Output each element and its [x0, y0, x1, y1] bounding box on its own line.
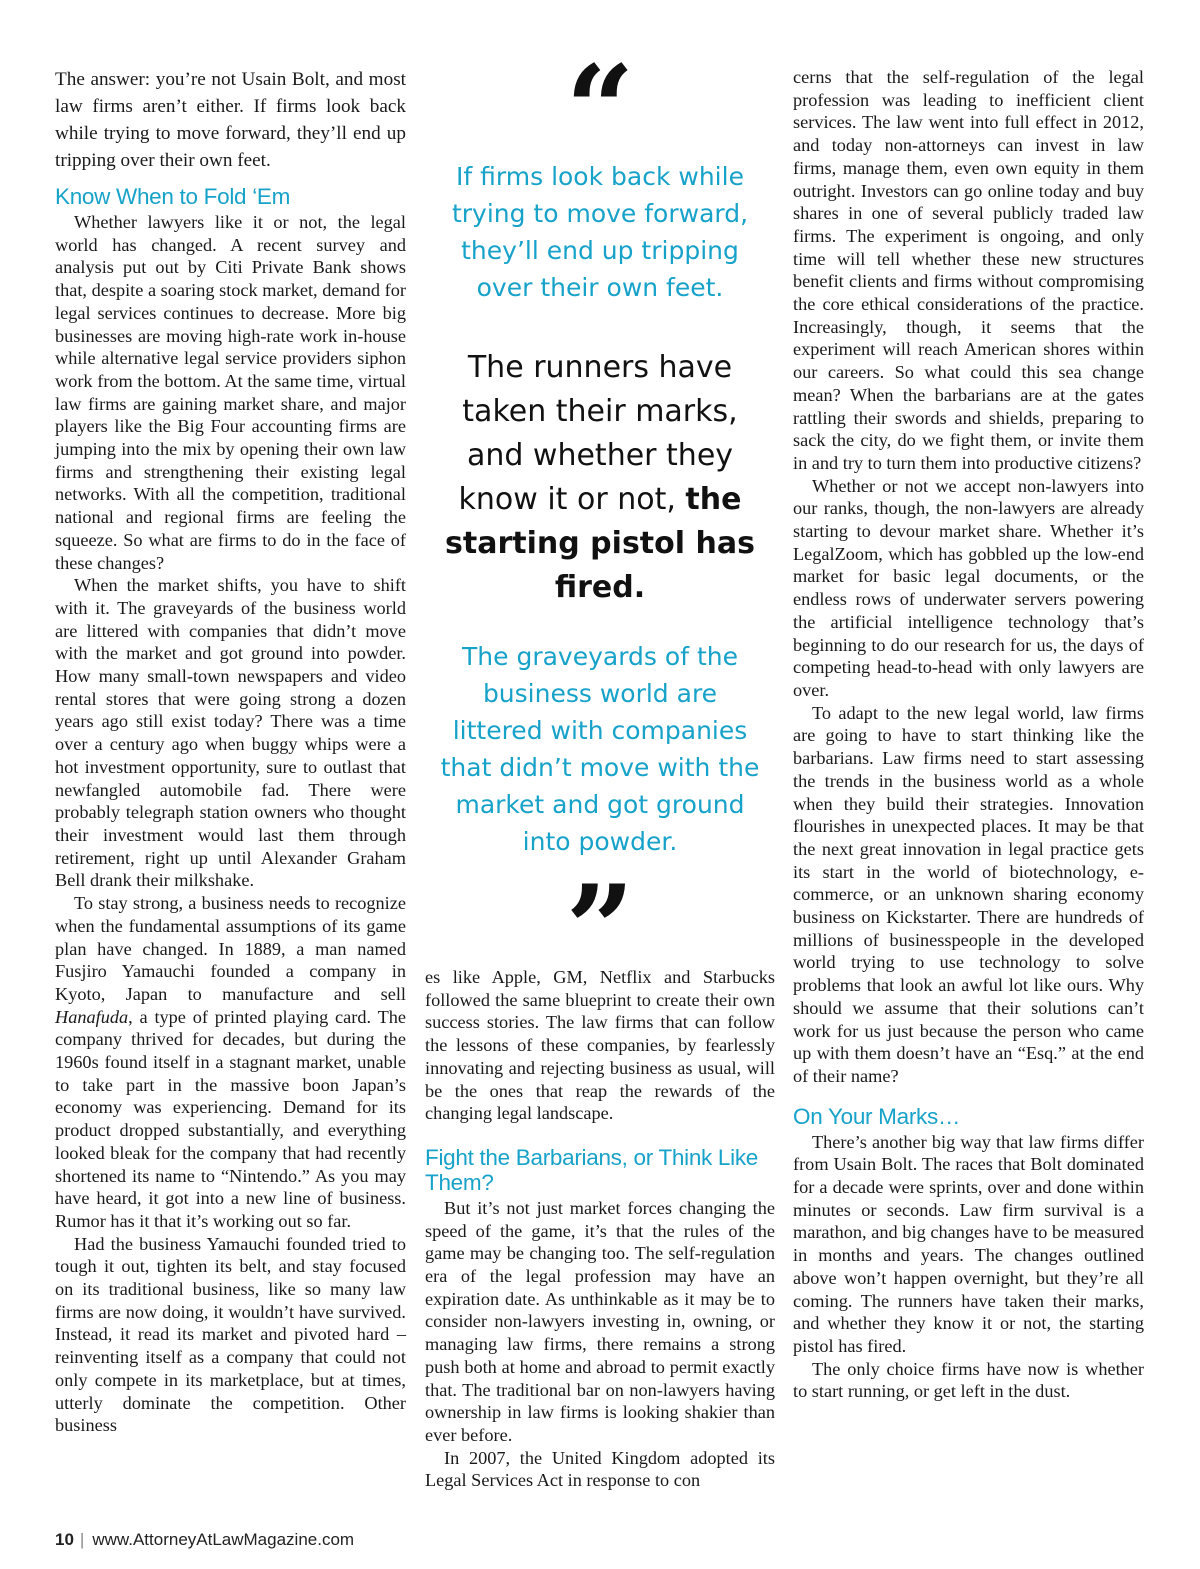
close-quote-mark-icon: ”: [565, 859, 635, 1000]
paragraph: Whether lawyers like it or not, the legal world has changed. A recent survey and analysis put out by Citi Private Bank shows that, despite a soaring stock market, demand for legal services continues to decrease. More big businesses are moving high-rate work in-house while alternative legal service providers siphon work from the bottom. At the same time, virtual law firms are gaining market share, and major players like the Big Four accounting firms are jumping into the mix by opening their own law firms and strengthening their existing legal networks. With all the competition, traditional national and regional firms are feeling the squeeze. So what are firms to do in the face of these changes?: [55, 212, 406, 573]
paragraph: Whether or not we accept non-lawyers into our ranks, though, the non-lawyers are already starting to devour market share. Whether it’s LegalZoom, which has gobbled up the low-end market for basic legal documents, or the endless rows of underwater servers powering the artificial intelligence technology that’s beginning to do our research for us, the days of competing head-to-head with only lawyers are over.: [793, 475, 1144, 700]
page-footer: [55, 1530, 354, 1550]
paragraph: The answer: you’re not Usain Bolt, and most law firms aren’t either. If firms look back while trying to move forward, they’ll end up tripping over their own feet.: [55, 69, 406, 171]
section-heading-fight-the-barbarians: Fight the Barbarians, or Think Like Them?: [425, 1144, 759, 1195]
paragraph: In 2007, the United Kingdom adopted its Legal Services Act in response to con: [425, 1447, 775, 1491]
section-heading-know-when-to-fold: Know When to Fold ‘Em: [55, 184, 291, 209]
article-column-3: [793, 66, 1144, 1403]
paragraph: cerns that the self-regulation of the legal profession was leading to inefficient client services. The law went into full effect in 2012, and today non-attorneys can invest in law firms, manage them, even own equity in them outright. Investors can go online today and buy shares in one of several publicly traded law firms. The experiment is ongoing, and only time will tell whether these new structures benefit clients and firms without compromising the core ethical considerations of the practice. Increasingly, though, it seems that the experiment will reach American shores within our careers. So what could this sea change mean? When the barbarians are at the gates rattling their swords and shields, preparing to sack the city, do we fight them, or invite them in and try to turn them into productive citizens?: [793, 67, 1144, 473]
paragraph: But it’s not just market forces changing the speed of the game, it’s that the rules of the game may be changing too. The self-regulation era of the legal profession may have an expiration date. As unthinkable as it may be to consider non-lawyers investing in, owning, or managing law firms, there remains a strong push both at home and abroad to permit exactly that. The traditional bar on non-lawyers having ownership in law firms is looking shakier than ever before.: [425, 1197, 775, 1445]
paragraph: The only choice firms have now is whether to start running, or get left in the dust.: [793, 1358, 1144, 1402]
paragraph-nintendo: To stay strong, a business needs to recognize when the fundamental assumptions of its game plan have changed. In 1889, a man named Fusjiro Yamauchi founded a company in Kyoto, Japan to manufacture and sell Hanafuda, a type of printed playing card. The company thrived for decades, but during the 1960s found itself in a stagnant market, unable to take part in the massive boon Japan’s economy was experiencing. Demand for its product dropped substantially, and everything looked bleak for the company that had recently shortened its name to “Nintendo.” As you may have heard, it got into a new line of business. Rumor has it that it’s working out so far.: [55, 893, 406, 1231]
article-column-2: [425, 966, 775, 1492]
pull-quote-emphasis: the starting pistol has fired.: [445, 482, 755, 605]
paragraph: When the market shifts, you have to shift with it. The graveyards of the business world are littered with companies that didn’t move with the market and got ground into powder. How many small-town newspapers and video rental stores that were going strong a dozen years ago still exist today? There was a time over a century ago when buggy whips were a hot investment opportunity, sure to outlast that newfangled automobile fad. There were probably telegraph station owners who thought their investment would last them through retirement, right up until Alexander Graham Bell drank their milkshake.: [55, 575, 406, 891]
paragraph: To adapt to the new legal world, law firms are going to have to start thinking like the barbarians. Law firms need to start assessing the trends in the business world as a whole when they build their strategies. Innovation flourishes in unexpected places. It may be that the next great innovation in legal practice gets its start in the world of biotechnology, e-commerce, or an unknown sharing economy business on Kickstarter. There are hundreds of millions of businesspeople in the developed world trying to use technology to solve problems that look an awful lot like ours. Why should we assume that their solutions can’t work for us just because the person who came up with them doesn’t have an “Esq.” at the end of their name?: [793, 702, 1144, 1086]
paragraph: There’s another big way that law firms differ from Usain Bolt. The races that Bolt dominated for a decade were sprints, over and done within minutes or seconds. Law firm survival is a marathon, and big changes have to be measured in months and years. The changes outlined above won’t happen overnight, but they’re all coming. The runners have taken their marks, and whether they know it or not, the starting pistol has fired.: [793, 1131, 1144, 1356]
section-heading-on-your-marks: On Your Marks…: [793, 1103, 961, 1129]
article-column-1: [55, 66, 406, 1437]
pull-quote-text-1: If firms look back while trying to move forward, they’ll end up tripping over their own feet.: [451, 162, 749, 302]
footer-url: www.AttorneyAtLawMagazine.com: [92, 1530, 355, 1549]
paragraph: Had the business Yamauchi founded tried to tough it out, tighten its belt, and stay focused on its traditional business, like so many law firms are now doing, it wouldn’t have survived. Instead, it read its market and pivoted hard – reinventing itself as a company that could not only compete in its marketplace, but at times, utterly dominate the competition. Other business: [55, 1233, 406, 1436]
emphasis-hanafuda: Hanafuda: [55, 1006, 129, 1027]
paragraph: es like Apple, GM, Netflix and Starbucks followed the same blueprint to create their own success stories. The law firms that can follow the lessons of these companies, by fearlessly innovating and rejecting business as usual, will be the ones that reap the rewards of the changing legal landscape.: [425, 967, 775, 1124]
pull-quote: [440, 39, 760, 1000]
open-quote-mark-icon: “: [565, 39, 635, 180]
footer-separator: |: [79, 1530, 85, 1549]
pull-quote-main: The runners have taken their marks, and whether they know it or not, the starting pistol has fired.: [445, 350, 755, 605]
page-number: 10: [55, 1530, 74, 1549]
pull-quote-text-2: The graveyards of the business world are littered with companies that didn’t move with the market and got ground into powder.: [440, 642, 760, 856]
